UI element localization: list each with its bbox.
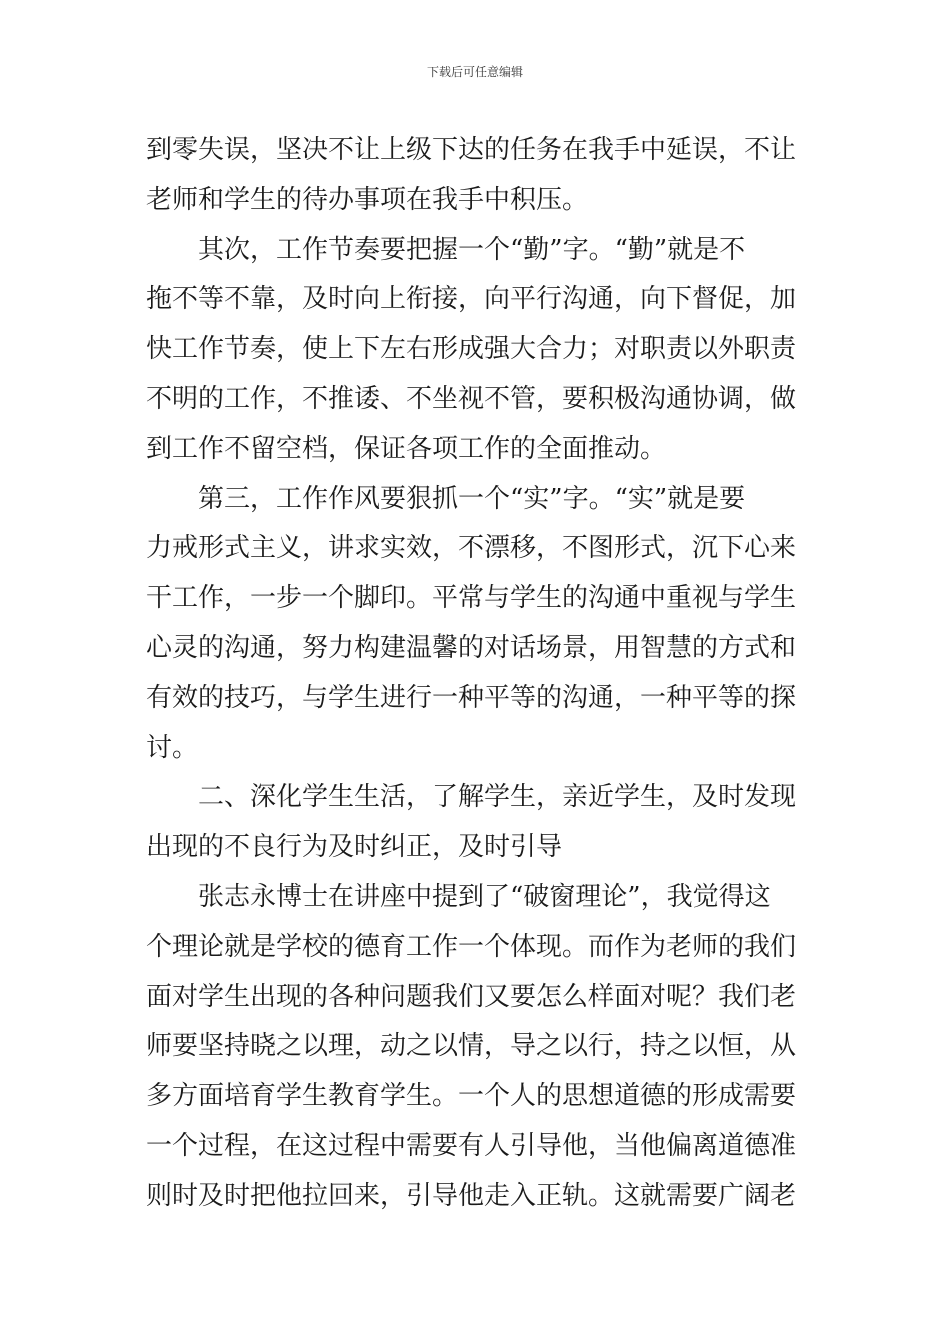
- text-line: 到工作不留空档，保证各项工作的全面推动。: [146, 433, 667, 464]
- text-line: 多方面培育学生教育学生。一个人的思想道德的形成需要: [146, 1081, 797, 1112]
- text-line: 快工作节奏，使上下左右形成强大合力；对职责以外职责: [146, 334, 797, 365]
- text-line: 面对学生出现的各种问题我们又要怎么样面对呢？我们老: [146, 981, 797, 1012]
- text-line: 干工作，一步一个脚印。平常与学生的沟通中重视与学生: [146, 583, 797, 614]
- document-body: [146, 126, 808, 1222]
- text-line: 一个过程，在这过程中需要有人引导他，当他偏离道德准: [146, 1130, 797, 1161]
- text-line: 出现的不良行为及时纠正，及时引导: [146, 832, 563, 863]
- text-line: 二、深化学生生活，了解学生，亲近学生，及时发现: [146, 782, 797, 813]
- text-line: 讨。: [146, 732, 199, 763]
- text-line: 心灵的沟通，努力构建温馨的对话场景，用智慧的方式和: [146, 632, 797, 663]
- text-line: 到零失误，坚决不让上级下达的任务在我手中延误，不让: [146, 135, 797, 165]
- text-line: 张志永博士在讲座中提到了“破窗理论”，我觉得这: [146, 881, 771, 912]
- text-line: 则时及时把他拉回来，引导他走入正轨。这就需要广阔老: [146, 1180, 797, 1211]
- page-header-note: 下载后可任意编辑: [426, 65, 523, 79]
- text-line: 其次，工作节奏要把握一个“勤”字。“勤”就是不: [146, 234, 746, 265]
- text-line: 师要坚持晓之以理，动之以情，导之以行，持之以恒，从: [146, 1031, 797, 1062]
- text-line: 第三，工作作风要狠抓一个“实”字。“实”就是要: [146, 483, 746, 514]
- text-line: 不明的工作，不推诿、不坐视不管，要积极沟通协调，做: [146, 383, 797, 414]
- text-line: 有效的技巧，与学生进行一种平等的沟通，一种平等的探: [146, 682, 797, 713]
- text-line: 拖不等不靠，及时向上衔接，向平行沟通，向下督促，加: [146, 284, 797, 315]
- text-line: 力戒形式主义，讲求实效，不漂移，不图形式，沉下心来: [146, 533, 797, 564]
- text-line: 个理论就是学校的德育工作一个体现。而作为老师的我们: [146, 931, 797, 962]
- text-line: 老师和学生的待办事项在我手中积压。: [146, 184, 589, 215]
